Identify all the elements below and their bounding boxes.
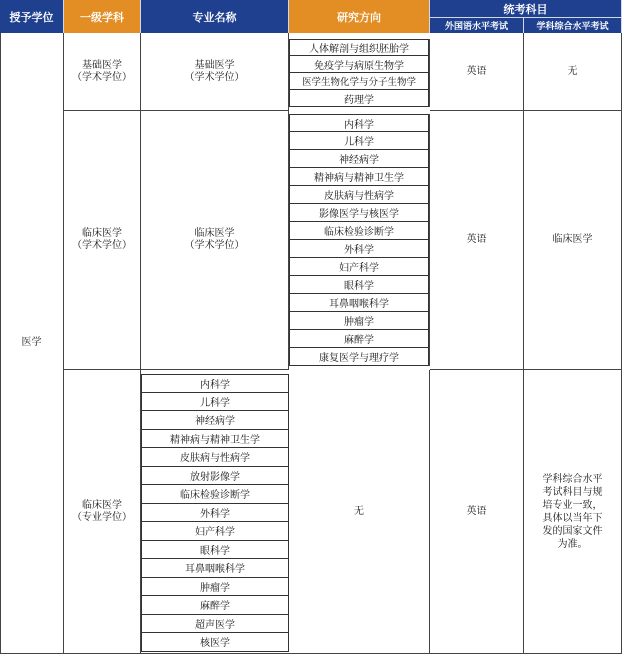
major-item: 皮肤病与性病学 xyxy=(141,448,289,467)
major-item: 儿科学 xyxy=(141,393,289,412)
header-comprehensive: 学科综合水平考试 xyxy=(524,17,622,33)
language-cell-basic xyxy=(430,33,524,111)
discipline-line: （学术学位） xyxy=(72,71,132,83)
comprehensive-value: 临床医学 xyxy=(552,234,593,245)
comprehensive-line: 学科综合水平 xyxy=(542,473,603,485)
language-cell-clinical-professional xyxy=(430,370,524,654)
comprehensive-value: 无 xyxy=(567,65,578,77)
header-foreign-language: 外国语水平考试 xyxy=(430,17,524,33)
direction-item: 儿科学 xyxy=(289,132,429,150)
discipline-cell-clinical-academic xyxy=(64,111,141,370)
direction-item: 神经病学 xyxy=(289,150,429,168)
direction-item: 康复医学与理疗学 xyxy=(289,348,429,366)
language-cell-clinical-academic xyxy=(430,111,524,370)
comprehensive-line: 具体以当年下 xyxy=(542,512,603,524)
direction-item: 精神病与精神卫生学 xyxy=(289,168,429,186)
major-item: 临床检验诊断学 xyxy=(141,485,289,504)
major-item: 外科学 xyxy=(141,504,289,523)
direction-list-clinical-academic xyxy=(289,114,430,366)
discipline-line: （学术学位） xyxy=(72,240,132,251)
direction-item: 影像医学与核医学 xyxy=(289,204,429,222)
discipline-line: （专业学位） xyxy=(72,511,132,523)
direction-item: 内科学 xyxy=(289,114,429,132)
direction-item: 耳鼻咽喉科学 xyxy=(289,294,429,312)
major-line: （学术学位） xyxy=(184,240,245,251)
major-item: 超声医学 xyxy=(141,615,289,634)
major-list-clinical-professional xyxy=(141,374,289,652)
comprehensive-line: 发的国家文件 xyxy=(542,525,603,537)
comprehensive-line: 为准。 xyxy=(557,538,588,550)
direction-list-basic xyxy=(289,39,430,107)
header-exam-subjects: 统考科目 xyxy=(430,0,622,17)
direction-item: 肿瘤学 xyxy=(289,312,429,330)
major-item: 神经病学 xyxy=(141,411,289,430)
comprehensive-cell-clinical-academic xyxy=(524,111,622,370)
major-line: （学术学位） xyxy=(184,71,245,83)
major-item: 麻醉学 xyxy=(141,596,289,615)
header-first-discipline: 一级学科 xyxy=(64,0,141,33)
direction-item: 妇产科学 xyxy=(289,258,429,276)
comprehensive-cell-basic xyxy=(524,33,622,111)
major-item: 眼科学 xyxy=(141,541,289,560)
header-major-name: 专业名称 xyxy=(141,0,289,33)
major-item: 内科学 xyxy=(141,374,289,393)
discipline-cell-clinical-professional xyxy=(64,370,141,654)
major-item: 肿瘤学 xyxy=(141,578,289,597)
comprehensive-line: 考试科目与规 xyxy=(542,486,603,498)
discipline-line: 临床医学 xyxy=(82,499,122,511)
header-degree: 授予学位 xyxy=(0,0,64,33)
direction-item: 麻醉学 xyxy=(289,330,429,348)
direction-item: 药理学 xyxy=(289,90,429,107)
major-cell-basic xyxy=(141,33,289,111)
language-value: 英语 xyxy=(466,505,487,517)
direction-item: 皮肤病与性病学 xyxy=(289,186,429,204)
direction-item: 临床检验诊断学 xyxy=(289,222,429,240)
discipline-line: 临床医学 xyxy=(82,228,122,239)
direction-item: 人体解剖与组织胚胎学 xyxy=(289,39,429,56)
major-line: 临床医学 xyxy=(194,228,235,239)
discipline-line: 基础医学 xyxy=(82,59,122,71)
major-cell-clinical-academic xyxy=(141,111,289,370)
major-item: 精神病与精神卫生学 xyxy=(141,430,289,449)
major-item: 放射影像学 xyxy=(141,467,289,486)
direction-item: 外科学 xyxy=(289,240,429,258)
degree-value: 医学 xyxy=(21,337,42,348)
comprehensive-cell-clinical-professional xyxy=(524,370,622,654)
major-item: 妇产科学 xyxy=(141,522,289,541)
direction-item: 眼科学 xyxy=(289,276,429,294)
language-value: 英语 xyxy=(466,65,487,77)
direction-item: 免疫学与病原生物学 xyxy=(289,56,429,73)
comprehensive-line: 培专业一致， xyxy=(542,499,603,511)
language-value: 英语 xyxy=(466,234,487,245)
degree-cell xyxy=(0,33,64,654)
major-line: 基础医学 xyxy=(194,59,235,71)
major-item: 核医学 xyxy=(141,633,289,652)
discipline-cell-basic xyxy=(64,33,141,111)
direction-item: 医学生物化学与分子生物学 xyxy=(289,73,429,90)
major-item: 耳鼻咽喉科学 xyxy=(141,559,289,578)
direction-value: 无 xyxy=(354,505,364,517)
header-research-direction: 研究方向 xyxy=(289,0,430,33)
direction-cell-clinical-professional xyxy=(289,370,430,654)
